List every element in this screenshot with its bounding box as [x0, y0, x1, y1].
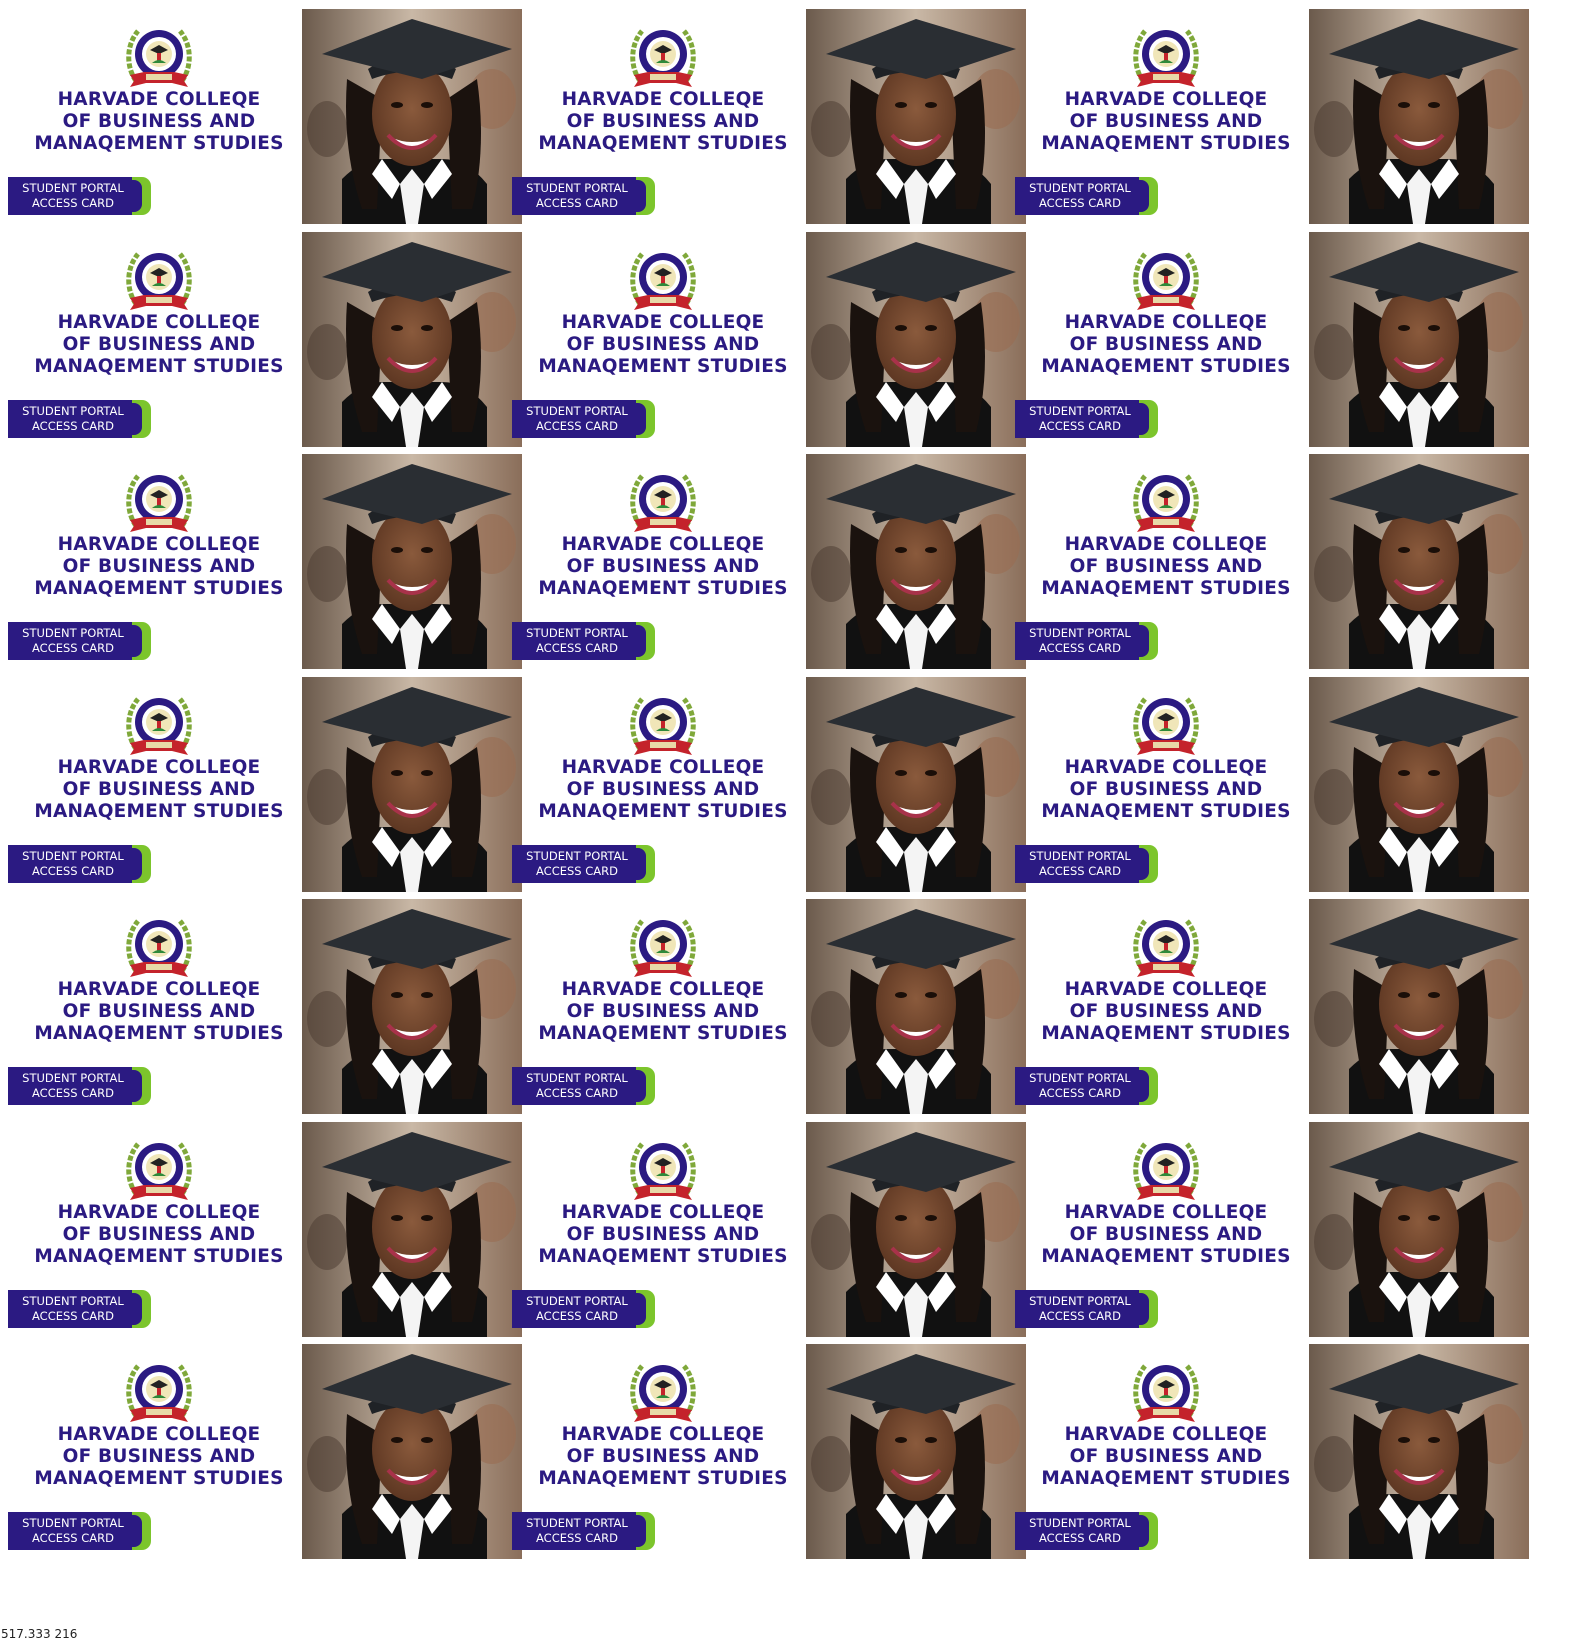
banner-line: STUDENT PORTAL	[22, 1071, 124, 1085]
college-crest-icon	[626, 1136, 700, 1206]
banner-text	[1017, 1071, 1143, 1101]
graduate-portrait-image	[806, 454, 1026, 669]
card-branding	[504, 899, 802, 1114]
college-name-line: OF BUSINESS AND	[62, 334, 256, 355]
portal-banner	[1015, 845, 1158, 883]
graduate-portrait-image	[1309, 677, 1529, 892]
college-crest-icon	[626, 691, 700, 761]
banner-text	[514, 626, 640, 656]
college-name-line: MANAQEMENT STUDIES	[538, 801, 788, 822]
college-name	[1015, 534, 1317, 600]
college-name-line: HARVADE COLLEQE	[561, 89, 765, 110]
access-card	[504, 899, 1026, 1114]
college-crest-icon	[122, 246, 196, 316]
card-branding	[0, 1122, 298, 1337]
graduate-portrait-image	[806, 9, 1026, 224]
college-name-line: MANAQEMENT STUDIES	[34, 578, 284, 599]
graduate-portrait-image	[1309, 9, 1529, 224]
banner-text	[514, 1071, 640, 1101]
banner-line: ACCESS CARD	[1039, 1309, 1121, 1323]
banner-line: ACCESS CARD	[32, 1531, 114, 1545]
access-card	[504, 232, 1026, 447]
college-crest-icon	[122, 1358, 196, 1428]
banner-line: STUDENT PORTAL	[22, 181, 124, 195]
college-name-line: MANAQEMENT STUDIES	[1041, 578, 1291, 599]
banner-text	[514, 181, 640, 211]
card-branding	[0, 677, 298, 892]
graduate-portrait-image	[1309, 232, 1529, 447]
graduate-portrait-image	[302, 899, 522, 1114]
college-name-line: OF BUSINESS AND	[62, 556, 256, 577]
banner-line: STUDENT PORTAL	[526, 1516, 628, 1530]
banner-line: ACCESS CARD	[32, 1086, 114, 1100]
banner-line: ACCESS CARD	[1039, 1086, 1121, 1100]
card-branding	[1007, 899, 1305, 1114]
card-branding	[504, 454, 802, 669]
access-card	[1007, 677, 1529, 892]
college-name-line: MANAQEMENT STUDIES	[34, 801, 284, 822]
college-name	[8, 1202, 310, 1268]
graduate-portrait-image	[806, 677, 1026, 892]
banner-line: STUDENT PORTAL	[526, 404, 628, 418]
college-name-line: OF BUSINESS AND	[566, 334, 760, 355]
banner-line: ACCESS CARD	[536, 864, 618, 878]
access-card	[0, 899, 522, 1114]
graduate-portrait-image	[302, 1122, 522, 1337]
college-name-line: MANAQEMENT STUDIES	[34, 356, 284, 377]
banner-line: STUDENT PORTAL	[1029, 1516, 1131, 1530]
graduate-portrait-image	[1309, 454, 1529, 669]
college-name-line: HARVADE COLLEQE	[1064, 312, 1268, 333]
banner-line: STUDENT PORTAL	[22, 1516, 124, 1530]
banner-line: STUDENT PORTAL	[1029, 1294, 1131, 1308]
college-name	[1015, 312, 1317, 378]
college-name-line: HARVADE COLLEQE	[57, 534, 261, 555]
college-name-line: OF BUSINESS AND	[1069, 1001, 1263, 1022]
college-name	[8, 1424, 310, 1490]
banner-line: STUDENT PORTAL	[22, 626, 124, 640]
portal-banner	[1015, 1512, 1158, 1550]
banner-text	[10, 1294, 136, 1324]
portal-banner	[8, 177, 151, 215]
graduate-portrait-image	[302, 1344, 522, 1559]
portal-banner	[1015, 1067, 1158, 1105]
college-name	[8, 312, 310, 378]
access-card	[1007, 1122, 1529, 1337]
access-card	[0, 1122, 522, 1337]
college-name-line: HARVADE COLLEQE	[1064, 1424, 1268, 1445]
card-branding	[0, 899, 298, 1114]
college-name-line: OF BUSINESS AND	[566, 779, 760, 800]
access-card	[504, 1344, 1026, 1559]
college-name-line: MANAQEMENT STUDIES	[538, 133, 788, 154]
graduate-portrait-image	[302, 677, 522, 892]
college-name-line: HARVADE COLLEQE	[1064, 89, 1268, 110]
college-crest-icon	[122, 23, 196, 93]
banner-text	[10, 404, 136, 434]
college-name-line: HARVADE COLLEQE	[1064, 1202, 1268, 1223]
college-crest-icon	[1129, 1136, 1203, 1206]
access-card	[1007, 232, 1529, 447]
portal-banner	[1015, 622, 1158, 660]
college-name-line: MANAQEMENT STUDIES	[1041, 356, 1291, 377]
banner-line: ACCESS CARD	[32, 1309, 114, 1323]
banner-text	[1017, 404, 1143, 434]
banner-line: ACCESS CARD	[1039, 419, 1121, 433]
college-name	[1015, 979, 1317, 1045]
college-name-line: HARVADE COLLEQE	[57, 979, 261, 1000]
college-crest-icon	[626, 23, 700, 93]
banner-line: ACCESS CARD	[32, 864, 114, 878]
card-branding	[0, 1344, 298, 1559]
college-name-line: OF BUSINESS AND	[566, 1446, 760, 1467]
college-name-line: MANAQEMENT STUDIES	[538, 1246, 788, 1267]
banner-line: STUDENT PORTAL	[1029, 849, 1131, 863]
college-crest-icon	[1129, 913, 1203, 983]
college-name-line: MANAQEMENT STUDIES	[1041, 133, 1291, 154]
card-branding	[1007, 1122, 1305, 1337]
banner-line: STUDENT PORTAL	[526, 849, 628, 863]
college-name	[8, 979, 310, 1045]
banner-text	[514, 1294, 640, 1324]
banner-line: ACCESS CARD	[32, 419, 114, 433]
college-name-line: OF BUSINESS AND	[1069, 556, 1263, 577]
college-name-line: OF BUSINESS AND	[62, 111, 256, 132]
college-name-line: OF BUSINESS AND	[566, 1224, 760, 1245]
college-name-line: OF BUSINESS AND	[1069, 779, 1263, 800]
college-name	[512, 757, 814, 823]
college-crest-icon	[626, 1358, 700, 1428]
banner-line: ACCESS CARD	[536, 641, 618, 655]
banner-line: STUDENT PORTAL	[1029, 1071, 1131, 1085]
access-card	[504, 9, 1026, 224]
college-name-line: MANAQEMENT STUDIES	[1041, 1468, 1291, 1489]
access-card	[0, 9, 522, 224]
banner-text	[514, 849, 640, 879]
college-name	[512, 1424, 814, 1490]
banner-text	[1017, 1294, 1143, 1324]
college-name-line: MANAQEMENT STUDIES	[34, 133, 284, 154]
banner-line: STUDENT PORTAL	[22, 849, 124, 863]
college-name-line: HARVADE COLLEQE	[57, 89, 261, 110]
college-name-line: OF BUSINESS AND	[62, 1224, 256, 1245]
card-branding	[0, 232, 298, 447]
banner-line: STUDENT PORTAL	[526, 1294, 628, 1308]
card-branding	[1007, 677, 1305, 892]
college-name-line: HARVADE COLLEQE	[57, 312, 261, 333]
graduate-portrait-image	[1309, 1122, 1529, 1337]
portal-banner	[8, 400, 151, 438]
access-card	[0, 232, 522, 447]
college-crest-icon	[1129, 23, 1203, 93]
banner-text	[10, 849, 136, 879]
college-name	[1015, 1424, 1317, 1490]
college-name	[512, 89, 814, 155]
portal-banner	[8, 622, 151, 660]
access-card	[1007, 9, 1529, 224]
college-name	[1015, 1202, 1317, 1268]
graduate-portrait-image	[1309, 1344, 1529, 1559]
access-card	[0, 1344, 522, 1559]
card-branding	[1007, 9, 1305, 224]
graduate-portrait-image	[1309, 899, 1529, 1114]
graduate-portrait-image	[302, 9, 522, 224]
banner-line: ACCESS CARD	[1039, 864, 1121, 878]
college-name	[1015, 89, 1317, 155]
banner-line: STUDENT PORTAL	[526, 626, 628, 640]
card-branding	[504, 677, 802, 892]
banner-text	[10, 626, 136, 656]
college-name	[512, 1202, 814, 1268]
banner-line: ACCESS CARD	[536, 419, 618, 433]
banner-line: STUDENT PORTAL	[22, 404, 124, 418]
card-branding	[504, 1344, 802, 1559]
banner-line: STUDENT PORTAL	[22, 1294, 124, 1308]
banner-text	[1017, 181, 1143, 211]
banner-line: ACCESS CARD	[536, 1309, 618, 1323]
college-name-line: HARVADE COLLEQE	[1064, 979, 1268, 1000]
college-name-line: OF BUSINESS AND	[1069, 1224, 1263, 1245]
card-branding	[1007, 232, 1305, 447]
banner-line: ACCESS CARD	[536, 1086, 618, 1100]
college-crest-icon	[1129, 246, 1203, 316]
college-name-line: OF BUSINESS AND	[1069, 334, 1263, 355]
college-name-line: MANAQEMENT STUDIES	[1041, 1023, 1291, 1044]
college-name-line: OF BUSINESS AND	[62, 779, 256, 800]
college-crest-icon	[1129, 468, 1203, 538]
college-crest-icon	[1129, 691, 1203, 761]
banner-text	[514, 404, 640, 434]
college-name-line: OF BUSINESS AND	[62, 1446, 256, 1467]
portal-banner	[8, 1512, 151, 1550]
banner-line: ACCESS CARD	[536, 196, 618, 210]
college-name-line: MANAQEMENT STUDIES	[1041, 1246, 1291, 1267]
banner-text	[1017, 626, 1143, 656]
banner-line: STUDENT PORTAL	[526, 181, 628, 195]
college-name-line: MANAQEMENT STUDIES	[1041, 801, 1291, 822]
college-name	[512, 312, 814, 378]
access-card	[1007, 1344, 1529, 1559]
banner-line: ACCESS CARD	[536, 1531, 618, 1545]
college-name-line: MANAQEMENT STUDIES	[538, 356, 788, 377]
college-name-line: HARVADE COLLEQE	[57, 757, 261, 778]
college-name-line: HARVADE COLLEQE	[561, 312, 765, 333]
banner-text	[1017, 849, 1143, 879]
banner-text	[10, 1516, 136, 1546]
college-crest-icon	[626, 913, 700, 983]
college-name-line: OF BUSINESS AND	[1069, 1446, 1263, 1467]
college-name-line: OF BUSINESS AND	[566, 111, 760, 132]
card-branding	[1007, 454, 1305, 669]
college-name-line: OF BUSINESS AND	[566, 1001, 760, 1022]
college-name-line: HARVADE COLLEQE	[561, 1202, 765, 1223]
college-name-line: MANAQEMENT STUDIES	[538, 1023, 788, 1044]
college-name-line: MANAQEMENT STUDIES	[34, 1468, 284, 1489]
portal-banner	[512, 622, 655, 660]
portal-banner	[8, 1290, 151, 1328]
access-card	[504, 677, 1026, 892]
college-name-line: HARVADE COLLEQE	[57, 1202, 261, 1223]
banner-line: STUDENT PORTAL	[1029, 181, 1131, 195]
graduate-portrait-image	[302, 454, 522, 669]
college-name-line: MANAQEMENT STUDIES	[34, 1246, 284, 1267]
college-crest-icon	[122, 913, 196, 983]
card-branding	[0, 9, 298, 224]
banner-text	[10, 1071, 136, 1101]
college-crest-icon	[122, 468, 196, 538]
college-name-line: MANAQEMENT STUDIES	[34, 1023, 284, 1044]
college-crest-icon	[1129, 1358, 1203, 1428]
college-crest-icon	[626, 246, 700, 316]
graduate-portrait-image	[806, 1122, 1026, 1337]
college-name	[8, 757, 310, 823]
banner-line: STUDENT PORTAL	[1029, 626, 1131, 640]
college-name-line: HARVADE COLLEQE	[1064, 534, 1268, 555]
portal-banner	[512, 400, 655, 438]
card-branding	[0, 454, 298, 669]
graduate-portrait-image	[806, 1344, 1026, 1559]
college-name	[8, 89, 310, 155]
access-card	[0, 677, 522, 892]
graduate-portrait-image	[806, 899, 1026, 1114]
college-name	[8, 534, 310, 600]
college-name	[512, 979, 814, 1045]
college-name-line: OF BUSINESS AND	[566, 556, 760, 577]
college-name	[1015, 757, 1317, 823]
access-card	[504, 1122, 1026, 1337]
college-name-line: OF BUSINESS AND	[62, 1001, 256, 1022]
college-name-line: HARVADE COLLEQE	[561, 1424, 765, 1445]
college-name-line: HARVADE COLLEQE	[57, 1424, 261, 1445]
portal-banner	[512, 845, 655, 883]
card-branding	[1007, 1344, 1305, 1559]
access-card	[1007, 899, 1529, 1114]
college-crest-icon	[122, 1136, 196, 1206]
banner-line: ACCESS CARD	[32, 196, 114, 210]
banner-line: ACCESS CARD	[1039, 1531, 1121, 1545]
sheet-code: 517.333 216	[1, 1627, 78, 1641]
access-card	[504, 454, 1026, 669]
college-name-line: HARVADE COLLEQE	[561, 757, 765, 778]
portal-banner	[1015, 400, 1158, 438]
banner-text	[1017, 1516, 1143, 1546]
graduate-portrait-image	[806, 232, 1026, 447]
access-card	[1007, 454, 1529, 669]
portal-banner	[512, 177, 655, 215]
college-name-line: OF BUSINESS AND	[1069, 111, 1263, 132]
portal-banner	[1015, 1290, 1158, 1328]
college-crest-icon	[626, 468, 700, 538]
college-crest-icon	[122, 691, 196, 761]
college-name-line: MANAQEMENT STUDIES	[538, 578, 788, 599]
card-branding	[504, 232, 802, 447]
banner-line: STUDENT PORTAL	[1029, 404, 1131, 418]
banner-text	[10, 181, 136, 211]
access-card	[0, 454, 522, 669]
college-name-line: HARVADE COLLEQE	[561, 534, 765, 555]
graduate-portrait-image	[302, 232, 522, 447]
portal-banner	[1015, 177, 1158, 215]
banner-line: ACCESS CARD	[1039, 641, 1121, 655]
portal-banner	[8, 1067, 151, 1105]
portal-banner	[512, 1512, 655, 1550]
card-branding	[504, 1122, 802, 1337]
banner-line: ACCESS CARD	[1039, 196, 1121, 210]
portal-banner	[512, 1067, 655, 1105]
portal-banner	[8, 845, 151, 883]
portal-banner	[512, 1290, 655, 1328]
college-name-line: HARVADE COLLEQE	[1064, 757, 1268, 778]
banner-text	[514, 1516, 640, 1546]
college-name-line: MANAQEMENT STUDIES	[538, 1468, 788, 1489]
banner-line: STUDENT PORTAL	[526, 1071, 628, 1085]
college-name-line: HARVADE COLLEQE	[561, 979, 765, 1000]
banner-line: ACCESS CARD	[32, 641, 114, 655]
card-branding	[504, 9, 802, 224]
college-name	[512, 534, 814, 600]
